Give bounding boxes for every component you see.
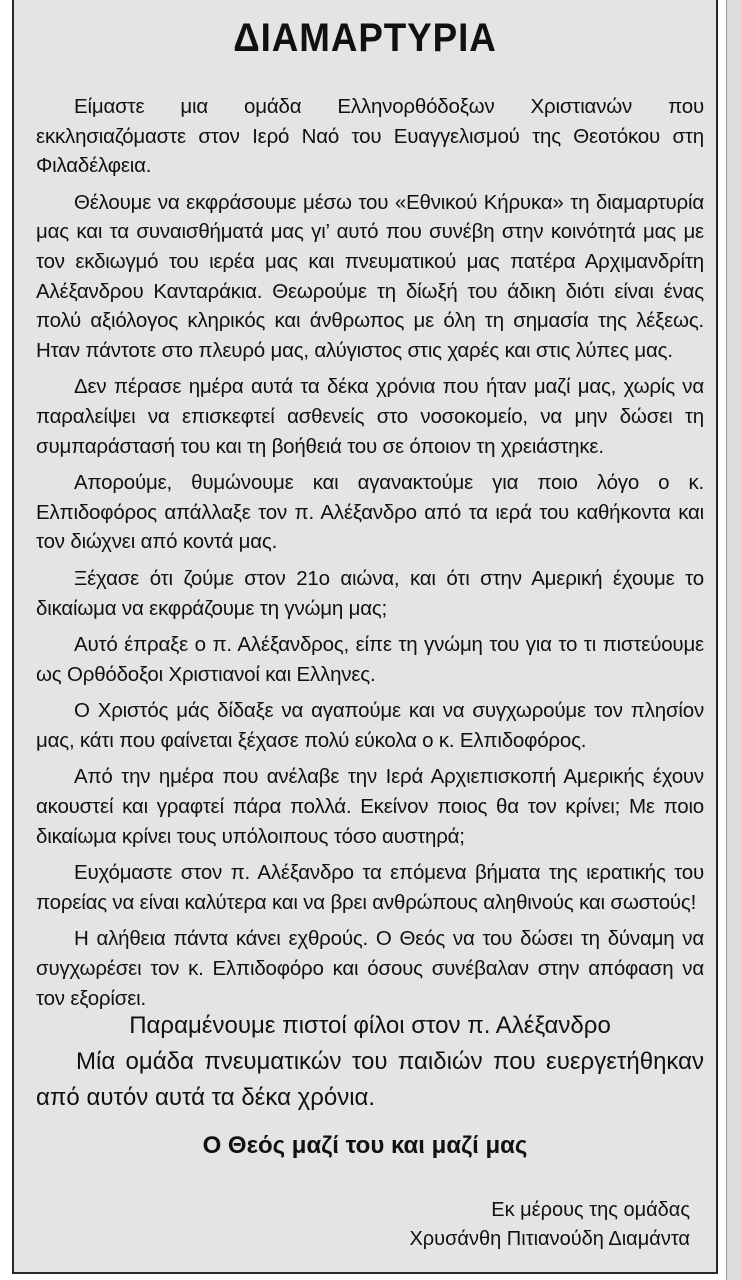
motto: Ο Θεός μαζί του και μαζί μας xyxy=(202,1132,528,1159)
paragraph-10: Η αλήθεια πάντα κάνει εχθρούς. Ο Θεός να του δώσει τη δύναμη να συγχωρέσει τον κ. Ελπιδοφόρο και όσους συνέβαλαν στην απόφαση να τον εξορίσει. xyxy=(36,927,704,1010)
closing-line: Παραμένουμε πιστοί φίλοι στον π. Αλέξανδρο xyxy=(129,1012,611,1039)
closing-block xyxy=(36,1008,704,1116)
signature-on-behalf: Εκ μέρους της ομάδας xyxy=(491,1199,690,1221)
paragraph-1: Είμαστε μια ομάδα Ελληνορθόδοξων Χριστιανών που εκκλησιαζόμαστε στον Ιερό Ναό του Ευαγγελισμού της Θεοτόκου στη Φιλαδέλφεια. xyxy=(36,95,704,178)
paragraph-4: Απορούμε, θυμώνουμε και αγανακτούμε για ποιο λόγο ο κ. Ελπιδοφόρος απάλλαξε τον π. Αλέξανδρο από τα ιερά του καθήκοντα και τον διώχνει από κοντά μας. xyxy=(36,471,704,554)
letter-body xyxy=(36,92,704,1020)
paragraph-9: Ευχόμαστε στον π. Αλέξανδρο τα επόμενα βήματα της ιερατικής του πορείας να είναι καλύτερα και να βρει ανθρώπους αληθινούς και σωστούς! xyxy=(36,861,704,914)
letter-title: ΔΙΑΜΑΡΤΥΡΙΑ xyxy=(233,16,497,60)
signature-name: Χρυσάνθη Πιτιανούδη Διαμάντα xyxy=(409,1228,690,1250)
paragraph-6: Αυτό έπραξε ο π. Αλέξανδρος, είπε τη γνώμη του για το τι πιστεύουμε ως Ορθόδοξοι Χριστιανοί και Ελληνες. xyxy=(36,633,704,686)
signature-block xyxy=(409,1196,690,1254)
group-line: Μία ομάδα πνευματικών του παιδιών που ευεργετήθηκαν από αυτόν αυτά τα δέκα χρόνια. xyxy=(36,1048,704,1111)
paragraph-2: Θέλουμε να εκφράσουμε μέσω του «Εθνικού Κήρυκα» τη διαμαρτυρία μας και τα συναισθήματά μας γι’ αυτό που συνέβη στην κοινότητά μας με τον εκδιωγμό του ιερέα μας και πνευματικού μας πατέρα Αρχιμανδρίτη Αλέξανδρου Κανταράκια. Θεωρούμε τη δίωξή του άδικη διότι είναι ένας πολύ αξιόλογος κληρικός και άνθρωπος με όλη τη σημασία της λέξεως. Ηταν πάντοτε στο πλευρό μας, αλύγιστος στις χαρές και στις λύπες μας. xyxy=(36,190,704,362)
paragraph-8: Από την ημέρα που ανέλαβε την Ιερά Αρχιεπισκοπή Αμερικής έχουν ακουστεί και γραφτεί πάρα πολλά. Εκείνον ποιος θα τον κρίνει; Με ποιο δικαίωμα κρίνει τους υπόλοιπους τόσο αυστηρά; xyxy=(36,765,704,848)
paragraph-5: Ξέχασε ότι ζούμε στον 21ο αιώνα, και ότι στην Αμερική έχουμε το δικαίωμα να εκφράζουμε τη γνώμη μας; xyxy=(36,566,704,620)
paragraph-7: Ο Χριστός μάς δίδαξε να αγαπούμε και να συγχωρούμε τον πλησίον μας, κάτι που φαίνεται ξέχασε πολύ εύκολα ο κ. Ελπιδοφόρος. xyxy=(36,699,704,752)
protest-letter-box xyxy=(12,0,718,1274)
page-edge xyxy=(726,0,741,1280)
paragraph-3: Δεν πέρασε ημέρα αυτά τα δέκα χρόνια που ήταν μαζί μας, χωρίς να παραλείψει να επισκεφτεί ασθενείς στο νοσοκομείο, να μην δώσει τη συμπαράστασή του και τη βοήθειά του σε όποιον τη χρειάστηκε. xyxy=(36,375,704,458)
